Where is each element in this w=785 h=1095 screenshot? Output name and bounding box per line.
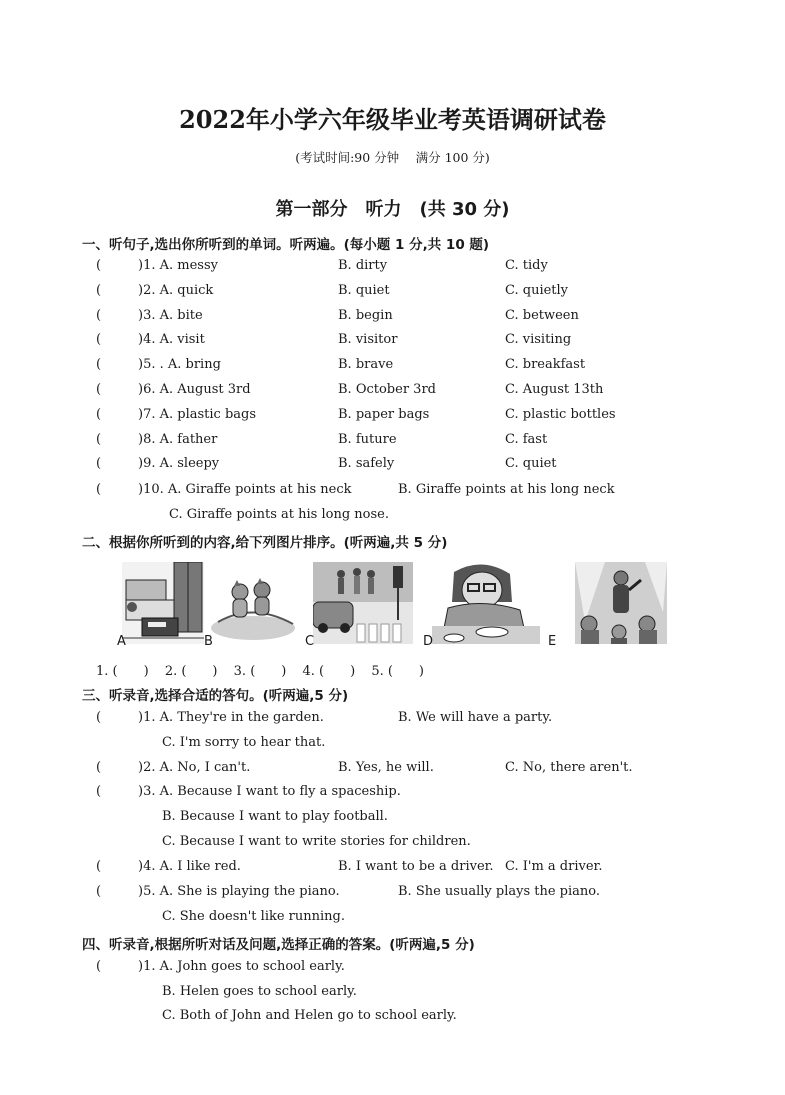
answer-paren: (	[96, 784, 102, 799]
option-c: C. fast	[505, 431, 548, 447]
picture-animals	[208, 562, 298, 644]
answer-paren: (	[96, 456, 102, 472]
section-4-heading: 四、听录音,根据所听对话及问题,选择正确的答案。(听两遍,5 分)	[82, 937, 475, 953]
answer-paren: (	[96, 406, 102, 422]
option-a: )1. A. They're in the garden.	[138, 710, 324, 725]
option-c: C. visiting	[505, 332, 572, 348]
section-3-heading: 三、听录音,选择合适的答句。(听两遍,5 分)	[82, 688, 349, 704]
option-c: C. I'm sorry to hear that.	[162, 735, 326, 750]
answer-paren: (	[96, 282, 102, 298]
part-title: 第一部分 听力 (共 30 分)	[275, 199, 510, 220]
option-b: B. dirty	[338, 258, 388, 273]
blank-1[interactable]: 1. ( )	[96, 664, 149, 679]
option-a: )2. A. No, I can't.	[138, 760, 251, 775]
option-c: C. plastic bottles	[505, 406, 616, 422]
option-b: B. October 3rd	[338, 382, 436, 397]
blank-5[interactable]: 5. ( )	[371, 664, 424, 679]
option-a: )4. A. I like red.	[138, 859, 241, 874]
option-b: B. Yes, he will.	[338, 760, 434, 775]
option-b: B. safely	[338, 456, 395, 472]
option-b: B. visitor	[338, 332, 398, 348]
answer-paren: (	[96, 859, 102, 874]
answer-paren: (	[96, 332, 102, 348]
option-c: C. Because I want to write stories for children.	[162, 834, 471, 849]
option-a: )10. A. Giraffe points at his neck	[138, 482, 352, 497]
option-a: )7. A. plastic bags	[138, 406, 257, 422]
option-a: )4. A. visit	[138, 332, 205, 348]
answer-paren: (	[96, 482, 102, 497]
answer-paren: (	[96, 959, 102, 974]
option-a: )8. A. father	[138, 431, 218, 447]
answer-paren: (	[96, 382, 102, 397]
exam-subtitle: (考试时间:90 分钟 满分 100 分)	[295, 150, 490, 165]
option-b: B. Giraffe points at his long neck	[398, 482, 615, 497]
picture-crosswalk	[313, 562, 413, 644]
option-a: )5. A. She is playing the piano.	[138, 884, 340, 899]
option-c: C. Giraffe points at his long nose.	[169, 507, 389, 522]
picture-order-blanks	[96, 660, 436, 679]
answer-paren: (	[96, 357, 102, 373]
picture-label-b: B	[204, 634, 213, 649]
picture-label-e: E	[548, 634, 557, 649]
option-c: C. I'm a driver.	[505, 859, 603, 874]
option-b: B. brave	[338, 357, 394, 373]
option-b: B. Because I want to play football.	[162, 809, 388, 824]
option-a: )1. A. messy	[138, 258, 218, 273]
exam-title: 2022年小学六年级毕业考英语调研试卷	[179, 105, 606, 134]
option-a: )5. . A. bring	[138, 357, 221, 373]
picture-label-a: A	[117, 634, 126, 649]
option-c: C. No, there aren't.	[505, 760, 633, 775]
option-c: C. between	[505, 307, 579, 323]
option-b: B. begin	[338, 307, 393, 323]
picture-label-c: C	[305, 634, 315, 649]
picture-woman-eating	[432, 562, 540, 644]
blank-2[interactable]: 2. ( )	[164, 664, 218, 679]
answer-paren: (	[96, 884, 102, 899]
option-c: C. August 13th	[505, 382, 604, 397]
option-a: )2. A. quick	[138, 282, 214, 298]
option-c: C. quietly	[505, 282, 569, 298]
option-c: C. Both of John and Helen go to school early.	[162, 1008, 457, 1023]
picture-label-d: D	[423, 634, 434, 649]
option-a: )6. A. August 3rd	[138, 382, 251, 397]
option-a: )3. A. bite	[138, 307, 203, 323]
option-b: B. She usually plays the piano.	[398, 884, 601, 899]
section-1-heading: 一、听句子,选出你所听到的单词。听两遍。(每小题 1 分,共 10 题)	[82, 237, 490, 253]
blank-3[interactable]: 3. ( )	[233, 664, 287, 679]
answer-paren: (	[96, 710, 102, 725]
answer-paren: (	[96, 307, 102, 323]
option-c: C. tidy	[505, 258, 548, 273]
option-c: C. She doesn't like running.	[162, 909, 346, 924]
answer-paren: (	[96, 431, 102, 447]
blank-4[interactable]: 4. ( )	[302, 664, 356, 679]
option-b: B. Helen goes to school early.	[162, 984, 357, 999]
answer-paren: (	[96, 258, 102, 273]
option-c: C. quiet	[505, 456, 557, 472]
option-a: )3. A. Because I want to fly a spaceship.	[138, 784, 401, 799]
option-a: )9. A. sleepy	[138, 456, 220, 472]
option-b: B. paper bags	[338, 406, 430, 422]
option-c: C. breakfast	[505, 357, 586, 373]
answer-paren: (	[96, 760, 102, 775]
option-b: B. future	[338, 431, 397, 447]
option-b: B. quiet	[338, 282, 390, 298]
option-b: B. We will have a party.	[398, 710, 553, 725]
option-b: B. I want to be a driver.	[338, 859, 494, 874]
section-2-heading: 二、根据你所听到的内容,给下列图片排序。(听两遍,共 5 分)	[82, 535, 448, 551]
option-a: )1. A. John goes to school early.	[138, 959, 345, 974]
picture-concert	[575, 562, 667, 644]
picture-bedroom	[122, 562, 204, 644]
